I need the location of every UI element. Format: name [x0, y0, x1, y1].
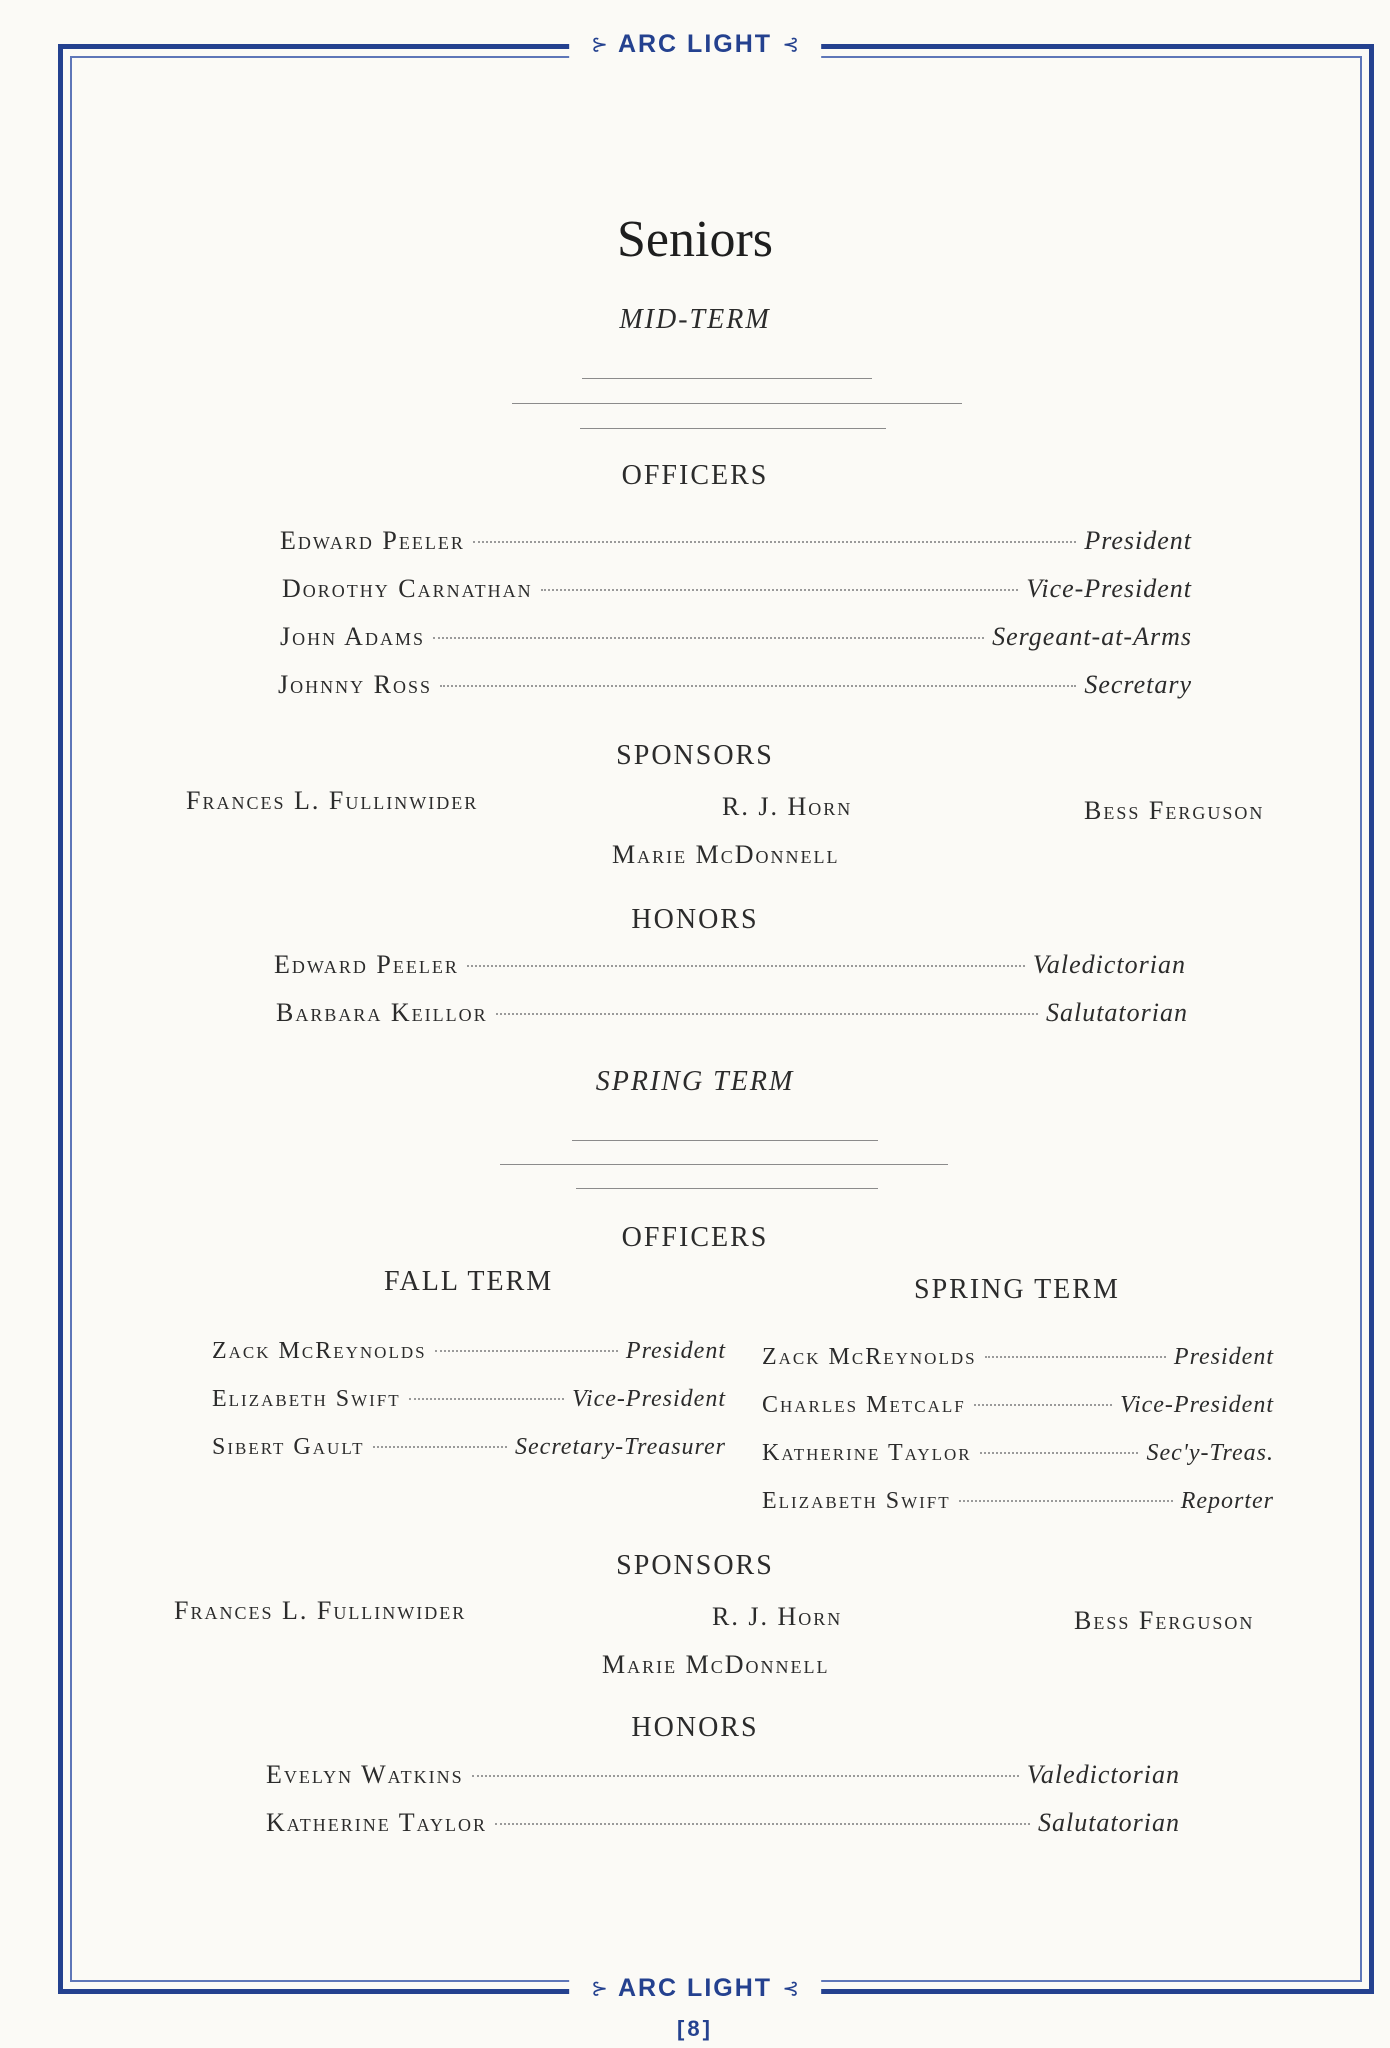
officer-row [280, 622, 1192, 652]
officer-row [212, 1386, 726, 1413]
sponsor-name: Marie McDonnell [612, 840, 840, 869]
leader-dots [541, 589, 1019, 591]
honors-heading: HONORS [631, 1712, 759, 1743]
officers-heading: OFFICERS [621, 460, 769, 491]
officer-role: Sec'y-Treas. [1146, 1440, 1274, 1466]
honor-name: Edward Peeler [274, 950, 459, 979]
divider-rule [512, 403, 962, 404]
leader-dots [980, 1452, 1139, 1454]
officer-name: Edward Peeler [280, 526, 465, 555]
page-number: [8] [677, 2016, 713, 2041]
running-header [569, 26, 821, 63]
officer-role: Vice-President [1120, 1392, 1274, 1418]
ornament-right-icon: ⊱ [782, 1978, 799, 2000]
honor-name: Katherine Taylor [266, 1808, 488, 1837]
honor-role: Valedictorian [1026, 1760, 1180, 1789]
officer-name: Sibert Gault [212, 1434, 365, 1460]
officer-name: Elizabeth Swift [212, 1386, 401, 1412]
honors-heading: HONORS [631, 904, 759, 935]
ornament-right-icon: ⊱ [782, 34, 799, 56]
leader-dots [472, 1775, 1019, 1777]
leader-dots [433, 637, 984, 639]
officer-name: Charles Metcalf [762, 1392, 966, 1418]
sponsors-heading: SPONSORS [616, 740, 774, 771]
honor-role: Salutatorian [1045, 998, 1188, 1027]
honor-name: Barbara Keillor [276, 998, 488, 1027]
officer-row [212, 1338, 726, 1365]
honor-row [274, 950, 1186, 980]
leader-dots [435, 1350, 618, 1352]
officer-row [762, 1440, 1274, 1467]
divider-rule [572, 1140, 878, 1141]
leader-dots [985, 1356, 1166, 1358]
spring-term-heading: SPRING TERM [914, 1274, 1120, 1305]
spring-term-label: SPRING TERM [595, 1066, 795, 1097]
sponsor-name: R. J. Horn [722, 792, 853, 821]
officer-role: Vice-President [572, 1386, 726, 1412]
officer-name: Elizabeth Swift [762, 1488, 951, 1514]
running-header-title: ARC LIGHT [617, 30, 773, 58]
officer-name: Zack McReynolds [762, 1344, 977, 1370]
officer-row [280, 526, 1192, 556]
officer-row [212, 1434, 726, 1461]
fall-term-heading: FALL TERM [384, 1266, 554, 1297]
divider-rule [582, 378, 872, 379]
sponsor-name: Frances L. Fullinwider [174, 1596, 467, 1625]
sponsor-name: Frances L. Fullinwider [186, 786, 479, 815]
honor-role: Salutatorian [1037, 1808, 1180, 1837]
leader-dots [495, 1823, 1030, 1825]
officer-role: President [1173, 1344, 1274, 1370]
officer-role: Vice-President [1026, 574, 1192, 603]
honor-row [276, 998, 1188, 1028]
divider-rule [580, 428, 886, 429]
sponsor-name: Bess Ferguson [1074, 1606, 1255, 1635]
officer-name: Johnny Ross [278, 670, 432, 699]
divider-rule [500, 1164, 948, 1165]
officer-row [278, 670, 1192, 700]
ornament-left-icon: ⊱ [591, 34, 608, 56]
leader-dots [440, 685, 1076, 687]
officer-row [762, 1344, 1274, 1371]
ornament-left-icon: ⊱ [591, 1978, 608, 2000]
officer-name: Dorothy Carnathan [282, 574, 533, 603]
sponsors-heading: SPONSORS [616, 1550, 774, 1581]
leader-dots [373, 1446, 508, 1448]
leader-dots [467, 965, 1025, 967]
sponsor-name: R. J. Horn [712, 1602, 843, 1631]
officer-row [762, 1488, 1274, 1515]
running-footer-title: ARC LIGHT [617, 1974, 773, 2002]
honor-name: Evelyn Watkins [266, 1760, 464, 1789]
page-title: Seniors [617, 211, 773, 268]
leader-dots [496, 1013, 1038, 1015]
honor-role: Valedictorian [1032, 950, 1186, 979]
officer-name: Katherine Taylor [762, 1440, 972, 1466]
leader-dots [974, 1404, 1112, 1406]
officer-role: Secretary-Treasurer [515, 1434, 726, 1460]
leader-dots [473, 541, 1076, 543]
honor-row [266, 1808, 1180, 1838]
leader-dots [959, 1500, 1173, 1502]
divider-rule [576, 1188, 878, 1189]
officer-role: President [1084, 526, 1192, 555]
officer-role: Sergeant-at-Arms [992, 622, 1192, 651]
sponsor-name: Bess Ferguson [1084, 796, 1265, 825]
officer-role: Secretary [1084, 670, 1192, 699]
running-footer [569, 1970, 821, 2007]
officer-name: Zack McReynolds [212, 1338, 427, 1364]
officer-role: Reporter [1180, 1488, 1274, 1514]
sponsor-name: Marie McDonnell [602, 1650, 830, 1679]
officer-role: President [625, 1338, 726, 1364]
officer-row [762, 1392, 1274, 1419]
leader-dots [409, 1398, 564, 1400]
officer-row [282, 574, 1192, 604]
officers-heading: OFFICERS [621, 1222, 769, 1253]
mid-term-label: MID-TERM [619, 304, 771, 335]
honor-row [266, 1760, 1180, 1790]
officer-name: John Adams [280, 622, 425, 651]
